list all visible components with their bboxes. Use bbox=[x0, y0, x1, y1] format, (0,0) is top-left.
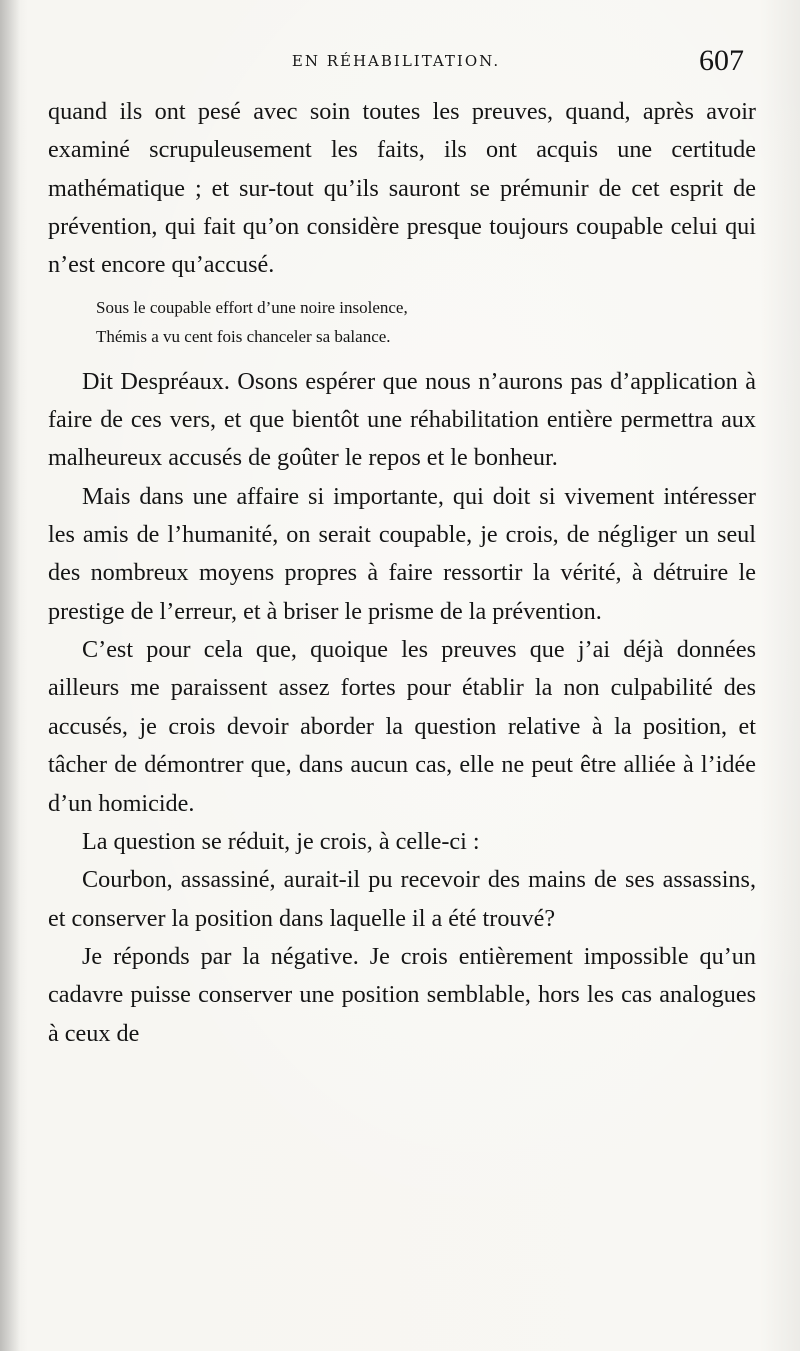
paragraph-6: Courbon, assassiné, aurait-il pu recevoir des mains de ses assassins, et conserver la position dans laquelle il a été trouvé? bbox=[48, 866, 756, 932]
verse-line-2: Thémis a vu cent fois chanceler sa balance. bbox=[96, 326, 391, 346]
verse-quote bbox=[96, 293, 756, 351]
paragraph-2: Dit Despréaux. Osons espérer que nous n’aurons pas d’application à faire de ces vers, et que bientôt une réhabilitation entière permettra aux malheureux accusés de goûter le repos et le bonheur. bbox=[48, 367, 756, 472]
running-head: EN RÉHABILITATION. bbox=[291, 52, 501, 70]
page-gutter-shadow bbox=[0, 0, 20, 1351]
page-header bbox=[48, 44, 744, 78]
page-number: 607 bbox=[699, 44, 744, 77]
paragraph-5: La question se réduit, je crois, à celle-ci : bbox=[82, 827, 480, 855]
page-body bbox=[48, 93, 756, 1053]
paragraph-7: Je réponds par la négative. Je crois entièrement impossible qu’un cadavre puisse conserver une position semblable, hors les cas analogues à ceux de bbox=[48, 942, 756, 1047]
paragraph-3: Mais dans une affaire si importante, qui doit si vivement intéresser les amis de l’humanité, on serait coupable, je crois, de négliger un seul des nombreux moyens propres à faire ressortir la vérité, à détruire le prestige de l’erreur, et à briser le prisme de la prévention. bbox=[48, 482, 756, 625]
paragraph-4: C’est pour cela que, quoique les preuves que j’ai déjà données ailleurs me paraissent assez fortes pour établir la non culpabilité des accusés, je crois devoir aborder la question relative à la position, et tâcher de démontrer que, dans aucun cas, elle ne peut être alliée à l’idée d’un homicide. bbox=[48, 636, 756, 817]
verse-line-1: Sous le coupable effort d’une noire insolence, bbox=[96, 297, 408, 317]
paragraph-1: quand ils ont pesé avec soin toutes les preuves, quand, après avoir examiné scrupuleusement les faits, ils ont acquis une certitude mathématique ; et sur-tout qu’ils sauront se prémunir de cet esprit de prévention, qui fait qu’on considère presque toujours coupable celui qui n’est encore qu’accusé. bbox=[48, 98, 756, 279]
